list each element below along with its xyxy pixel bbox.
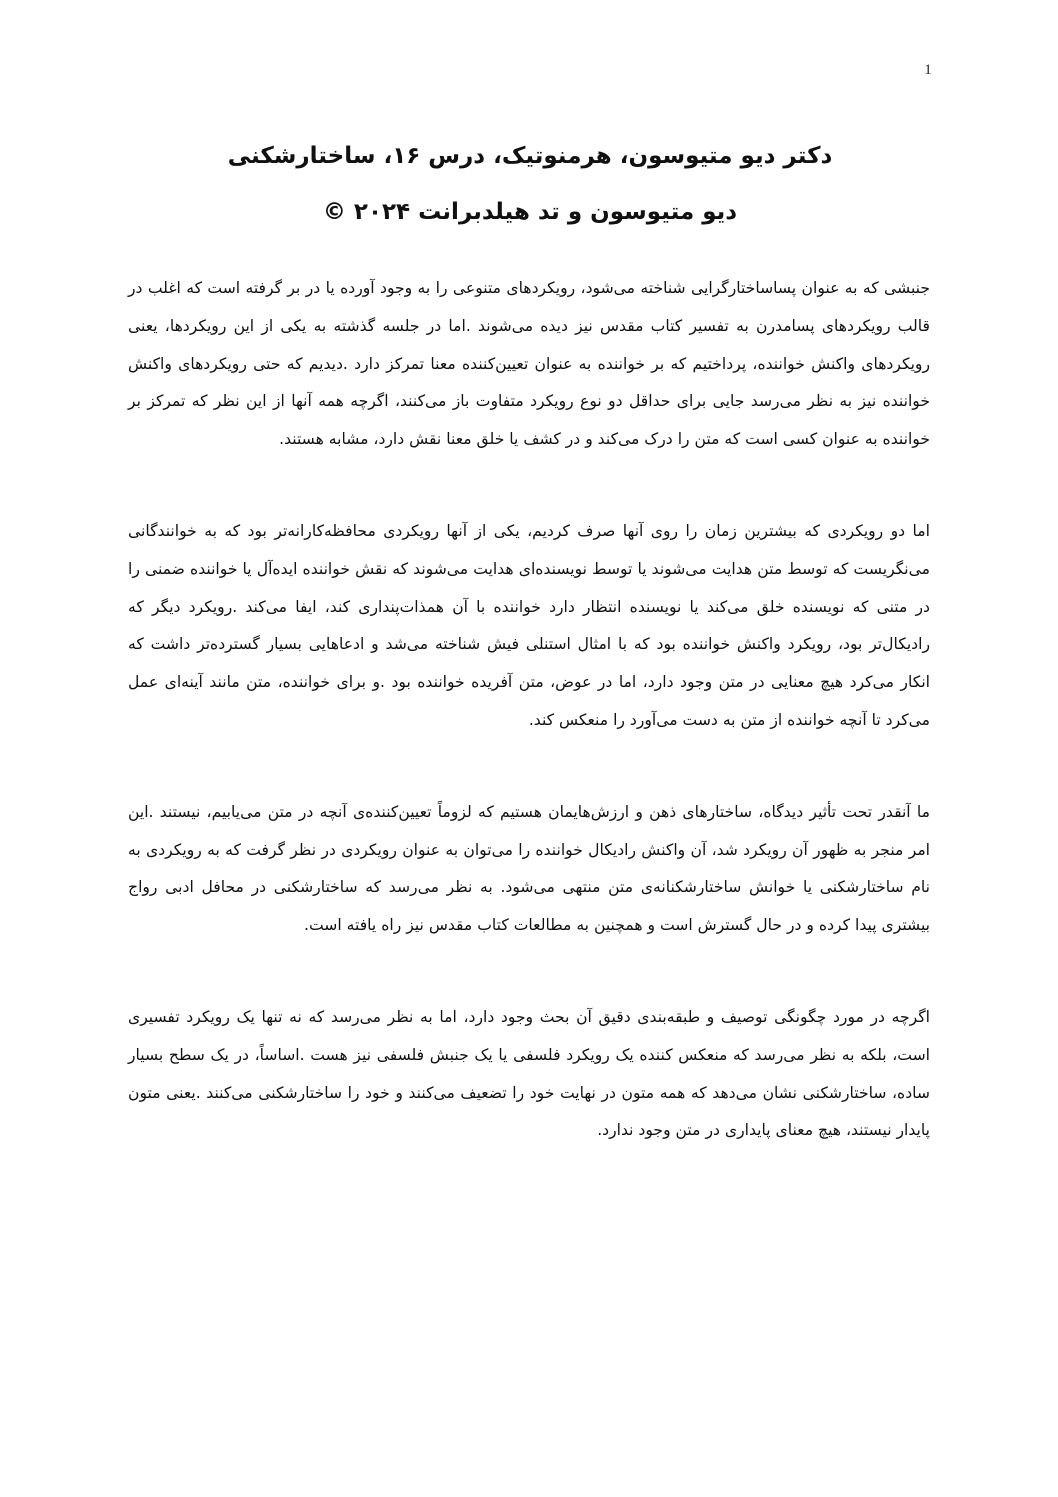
paragraph-4: اگرچه در مورد چگونگی توصیف و طبقه‌بندی دقیق آن بحث وجود دارد، اما به نظر می‌رسد که نه تنها یک رویکرد تفسیری است، بلکه به نظر می‌رسد که منعکس کننده یک رویکرد فلسفی یا یک جنبش فلسفی نیز هست .اساساً، در یک سطح بسیار ساده، ساختارشکنی نشان می‌دهد که همه متون در نهایت خود را تضعیف می‌کنند و خود را ساختارشکنی می‌کنند .یعنی متون پایدار نیستند، هیچ معنای پایداری در متن وجود ندارد. (128, 1007, 930, 1140)
paragraph-1: جنبشی که به عنوان پساساختارگرایی شناخته می‌شود، رویکردهای متنوعی را به وجود آورده یا در بر گرفته است که اغلب در قالب رویکردهای پسامدرن به تفسیر کتاب مقدس نیز دیده می‌شوند .اما در جلسه گذشته به یکی از این رویکردها، یعنی رویکردهای واکنش خواننده، پرداختیم که بر خواننده به عنوان تعیین‌کننده معنا تمرکز دارد .دیدیم که حتی رویکردهای واکنش خواننده نیز به نظر می‌رسد جایی برای حداقل دو نوع رویکرد متفاوت باز می‌کنند، اگرچه همه آنها از این نظر که تمرکز بر خواننده به عنوان کسی است که متن را درک می‌کند و در کشف یا خلق معنا نقش دارد، مشابه هستند. (128, 279, 930, 449)
title-line-1: دکتر دیو متیوسون، هرمنوتیک، درس ۱۶، ساختارشکنی (227, 143, 833, 169)
document-body (128, 270, 930, 1204)
page-number: 1 (924, 62, 932, 78)
paragraph-3: ما آنقدر تحت تأثیر دیدگاه، ساختارهای ذهن و ارزش‌هایمان هستیم که لزوماً تعیین‌کننده‌ی آنچه در متن می‌یابیم، نیستند .این امر منجر به ظهور آن رویکرد شد، آن واکنش رادیکال خواننده را می‌توان به عنوان رویکردی در نظر گرفت که به رویکردی به نام ساختارشکنی یا خوانش ساختارشکنانه‌ی متن منتهی می‌شود. به نظر می‌رسد که ساختارشکنی در محافل ادبی رواج بیشتری پیدا کرده و در حال گسترش است و همچنین به مطالعات کتاب مقدس نیز راه یافته است. (128, 802, 930, 935)
paragraph-2: اما دو رویکردی که بیشترین زمان را روی آنها صرف کردیم، یکی از آنها رویکردی محافظه‌کارانه‌تر بود که به خوانندگانی می‌نگریست که توسط متن هدایت می‌شوند یا توسط نویسنده‌ای هدایت می‌شوند که نقش خواننده ایده‌آل یا خواننده ضمنی را در متنی که نویسنده خلق می‌کند یا نویسنده انتظار دارد خواننده با آن همذات‌پنداری کند، ایفا می‌کند .رویکرد دیگر که رادیکال‌تر بود، رویکرد واکنش خواننده بود که با امثال استنلی فیش شناخته می‌شد و ادعاهایی بسیار گسترده‌تر داشت که انکار می‌کرد هیچ معنایی در متن وجود دارد، اما در عوض، متن آفریده خواننده بود .و برای خواننده، متن مانند آینه‌ای عمل می‌کرد تا آنچه خواننده از متن به دست می‌آورد را منعکس کند. (128, 521, 930, 729)
document-title (130, 128, 930, 240)
title-line-2: دیو متیوسون و تد هیلدبرانت ۲۰۲۴ © (322, 199, 738, 225)
